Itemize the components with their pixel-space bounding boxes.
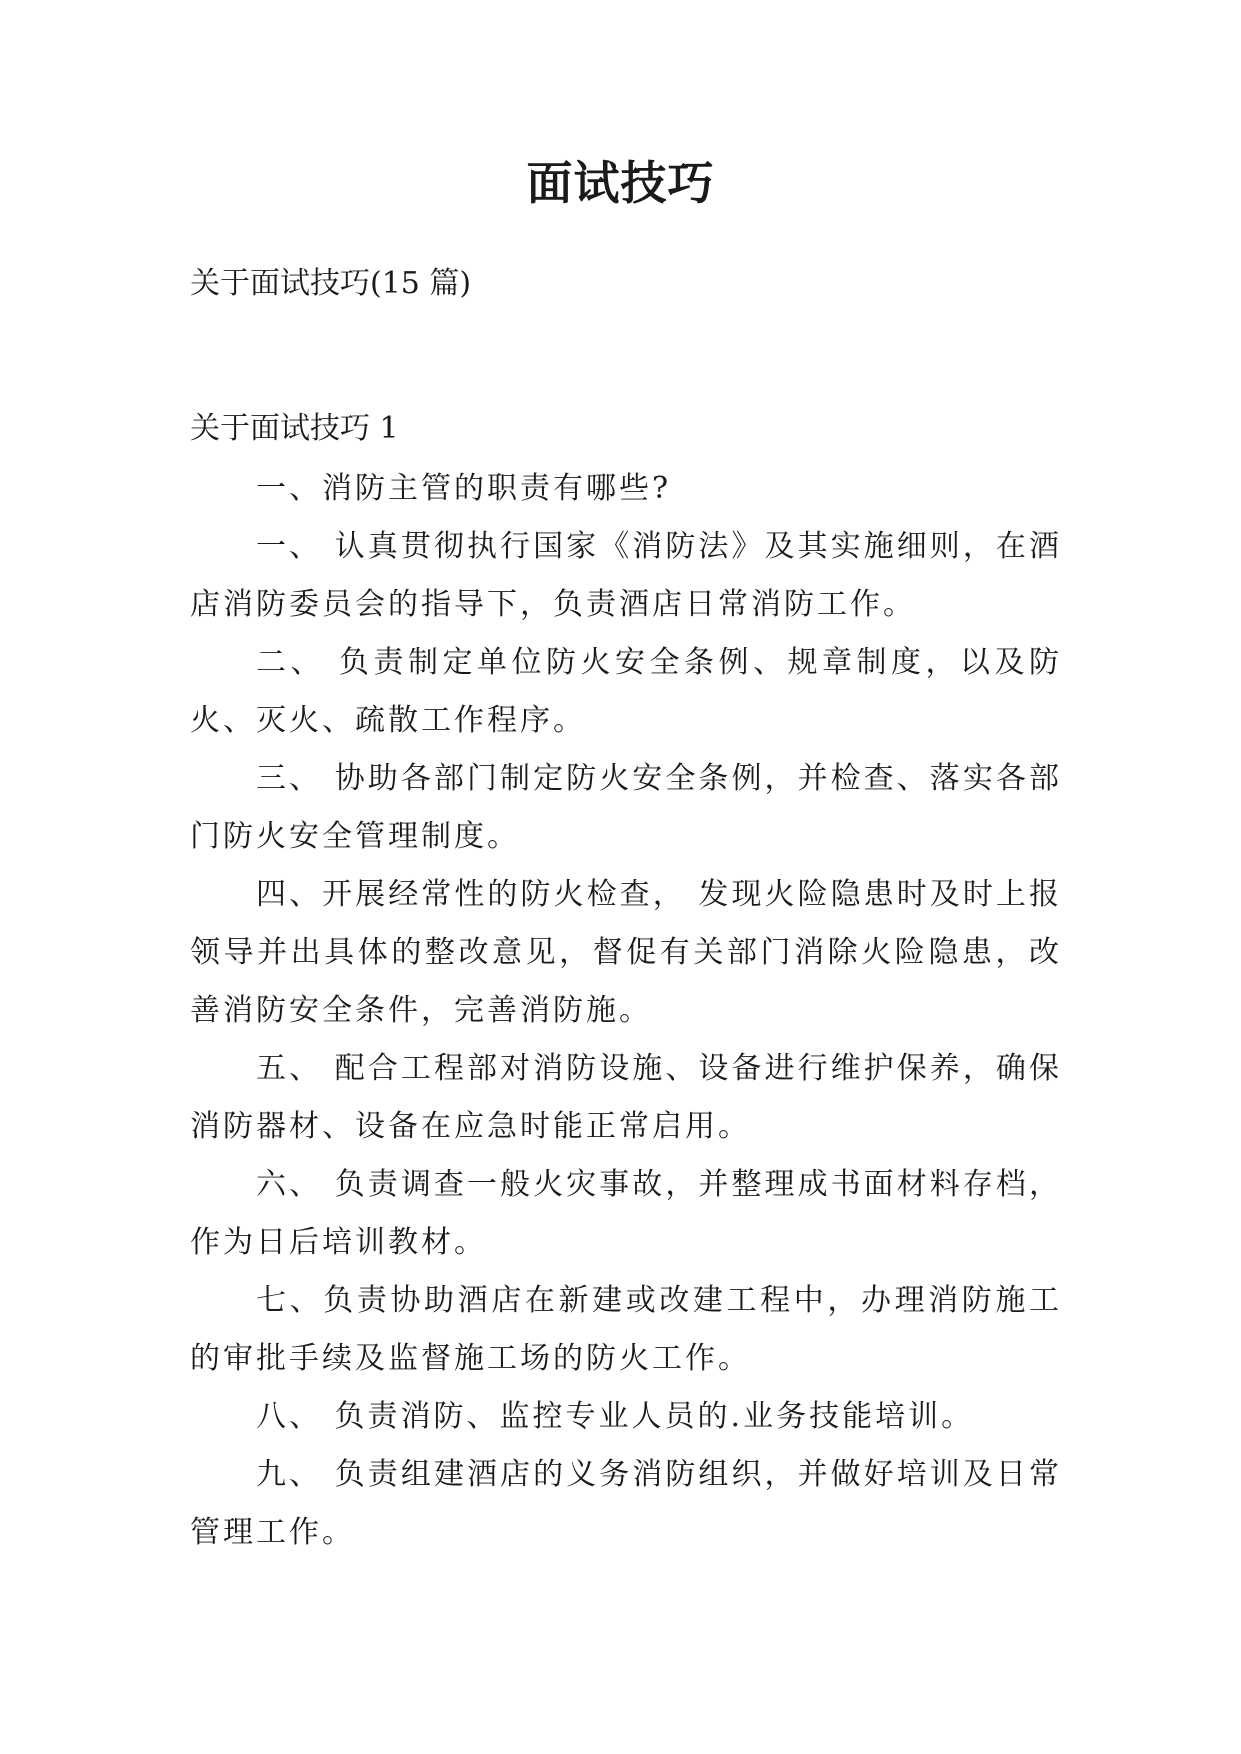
paragraph-question: 一、消防主管的职责有哪些?	[256, 471, 672, 506]
paragraph-duty-8: 八、 负责消防、监控专业人员的.业务技能培训。	[256, 1399, 975, 1434]
paragraph-duty-9: 九、 负责组建酒店的义务消防组织，并做好培训及日常管理工作。	[190, 1457, 1062, 1550]
document-title: 面试技巧	[526, 156, 715, 210]
paragraph-duty-3: 三、 协助各部门制定防火安全条例，并检查、落实各部门防火安全管理制度。	[190, 761, 1062, 854]
section-heading: 关于面试技巧 1	[190, 411, 399, 446]
paragraph-duty-5: 五、 配合工程部对消防设施、设备进行维护保养，确保消防器材、设备在应急时能正常启用。	[190, 1051, 1062, 1144]
document-subtitle: 关于面试技巧(15 篇)	[190, 266, 472, 301]
paragraph-duty-7: 七、负责协助酒店在新建或改建工程中，办理消防施工的审批手续及监督施工场的防火工作。	[190, 1283, 1062, 1376]
paragraph-duty-4: 四、开展经常性的防火检查， 发现火险隐患时及时上报领导并出具体的整改意见，督促有关部门消除火险隐患，改善消防安全条件，完善消防施。	[190, 877, 1062, 1028]
paragraph-duty-1: 一、 认真贯彻执行国家《消防法》及其实施细则，在酒店消防委员会的指导下，负责酒店日常消防工作。	[190, 529, 1062, 622]
paragraph-duty-2: 二、 负责制定单位防火安全条例、规章制度，以及防火、灭火、疏散工作程序。	[190, 645, 1062, 738]
paragraph-duty-6: 六、 负责调查一般火灾事故，并整理成书面材料存档，作为日后培训教材。	[190, 1167, 1062, 1260]
